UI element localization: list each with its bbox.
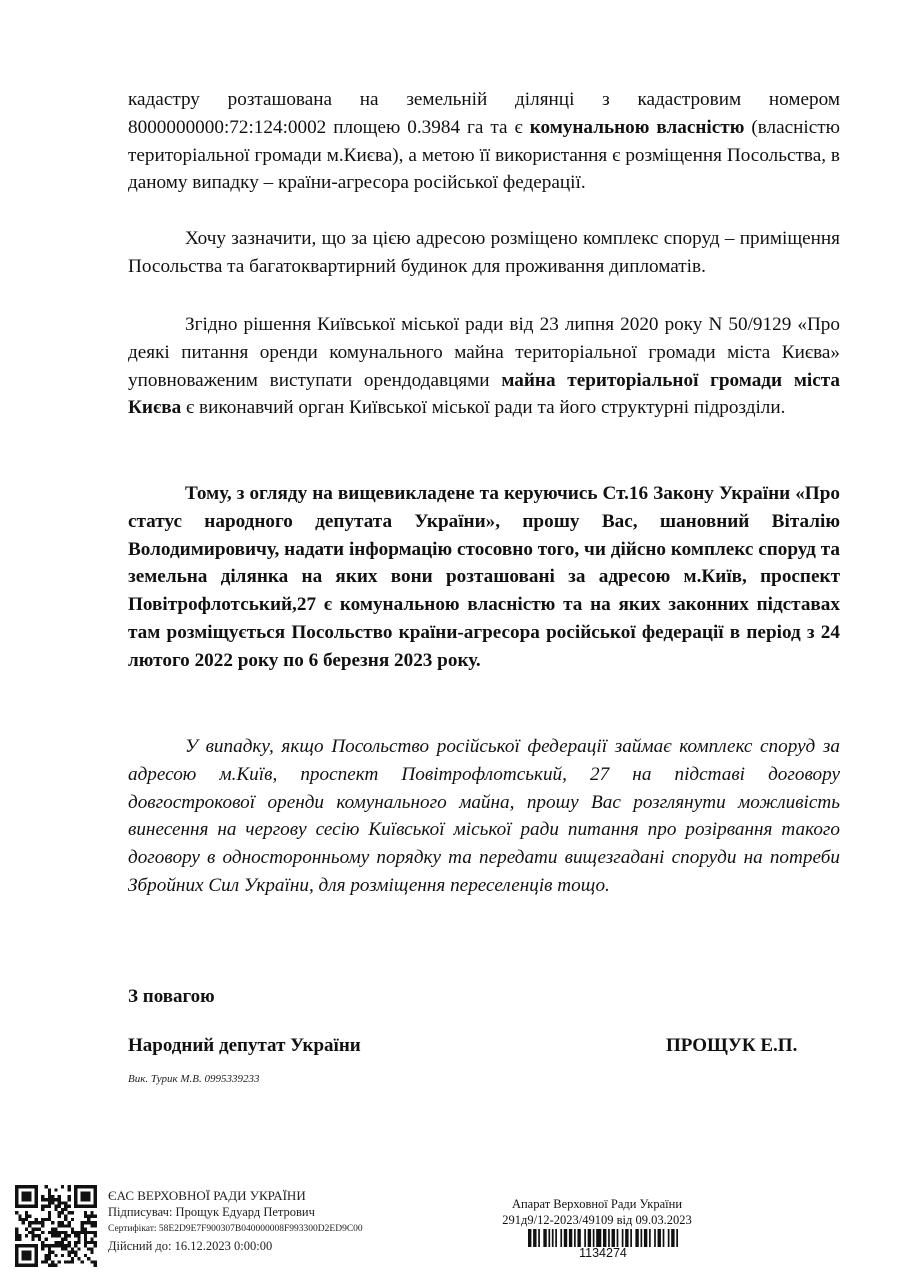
signature-valid-until: Дійсний до: 16.12.2023 0:00:00 xyxy=(108,1239,273,1253)
para4-text: Тому, з огляду на вищевикладене та керуючись Ст.16 Закону України «Про статус народного депутата України», прошу Вас, шановний Віталію Володимировичу, надати інформацію стосовно того, чи дійсно комплекс споруд та земельна ділянка на яких вони розташовані за адресою м.Київ, проспект Повітрофлотський,27 є комунальною власністю та на яких законних підставах там розміщується Посольство країни-агресора російської федерації в період з 24 лютого 2022 року по 6 березня 2023 року. xyxy=(128,483,840,671)
signature-system: ЄАС ВЕРХОВНОЇ РАДИ УКРАЇНИ xyxy=(108,1188,306,1203)
para1-bold: комунальною власністю xyxy=(529,116,745,138)
para3-text-b: є виконавчий орган Київської міської ради та його структурні підрозділи. xyxy=(181,397,786,419)
signer-name: ПРОЩУК Е.П. xyxy=(666,1035,798,1056)
signer-position: Народний депутат України xyxy=(128,1035,361,1056)
registration-number: 291д9/12-2023/49109 від 09.03.2023 xyxy=(502,1213,692,1227)
para3-bold: майна територіальної громади міста Києва xyxy=(128,369,840,419)
paragraph-decision xyxy=(128,311,840,422)
executor-line: Вик. Турик М.В. 0995339233 xyxy=(128,1073,260,1085)
signature-signer: Підписувач: Прощук Едуард Петрович xyxy=(108,1205,315,1219)
para1-text-a: кадастру розташована на земельній ділянці з кадастровим номером 8000000000:72:124:0002 площею 0.3984 га та є xyxy=(128,89,840,138)
paragraph-cadastre xyxy=(128,86,840,197)
paragraph-proposal xyxy=(128,733,840,900)
para1-text-b: (власністю територіальної громади м.Києва), а метою її використання є розміщення Посольства, в даному випадку – країни-агресора російської федерації. xyxy=(128,116,840,194)
para5-text: У випадку, якщо Посольство російської федерації займає комплекс споруд за адресою м.Київ, проспект Повітрофлотський, 27 на підставі договору довгострокової оренди комунального майна, прошу Вас розглянути можливість винесення на чергову сесію Київської міської ради питання про розірвання такого договору в односторонньому порядку та передати вищезгадані споруди на потреби Збройних Сил України, для розміщення переселенців тощо. xyxy=(128,736,840,896)
closing-regards: З повагою xyxy=(128,986,215,1007)
signature-certificate: Сертифікат: 58E2D9E7F900307B040000008F993300D2ED9C00 xyxy=(108,1224,363,1234)
registration-stamp xyxy=(492,1196,702,1228)
para2-text: Хочу зазначити, що за цією адресою розміщено комплекс споруд – приміщення Посольства та багатоквартирний будинок для проживання дипломатів. xyxy=(128,228,840,277)
para3-text-a: Згідно рішення Київської міської ради від 23 липня 2020 року N 50/9129 «Про деякі питання оренди комунального майна територіальної громади міста Києва» уповноваженим виступати орендодавцями xyxy=(128,314,840,391)
barcode-number: 1134274 xyxy=(579,1246,627,1260)
digital-signature-block xyxy=(108,1187,363,1255)
qr-code-icon xyxy=(15,1185,97,1267)
paragraph-complex xyxy=(128,225,840,281)
registration-organization: Апарат Верховної Ради України xyxy=(511,1197,683,1211)
barcode-icon xyxy=(528,1229,678,1247)
paragraph-request xyxy=(128,480,840,675)
